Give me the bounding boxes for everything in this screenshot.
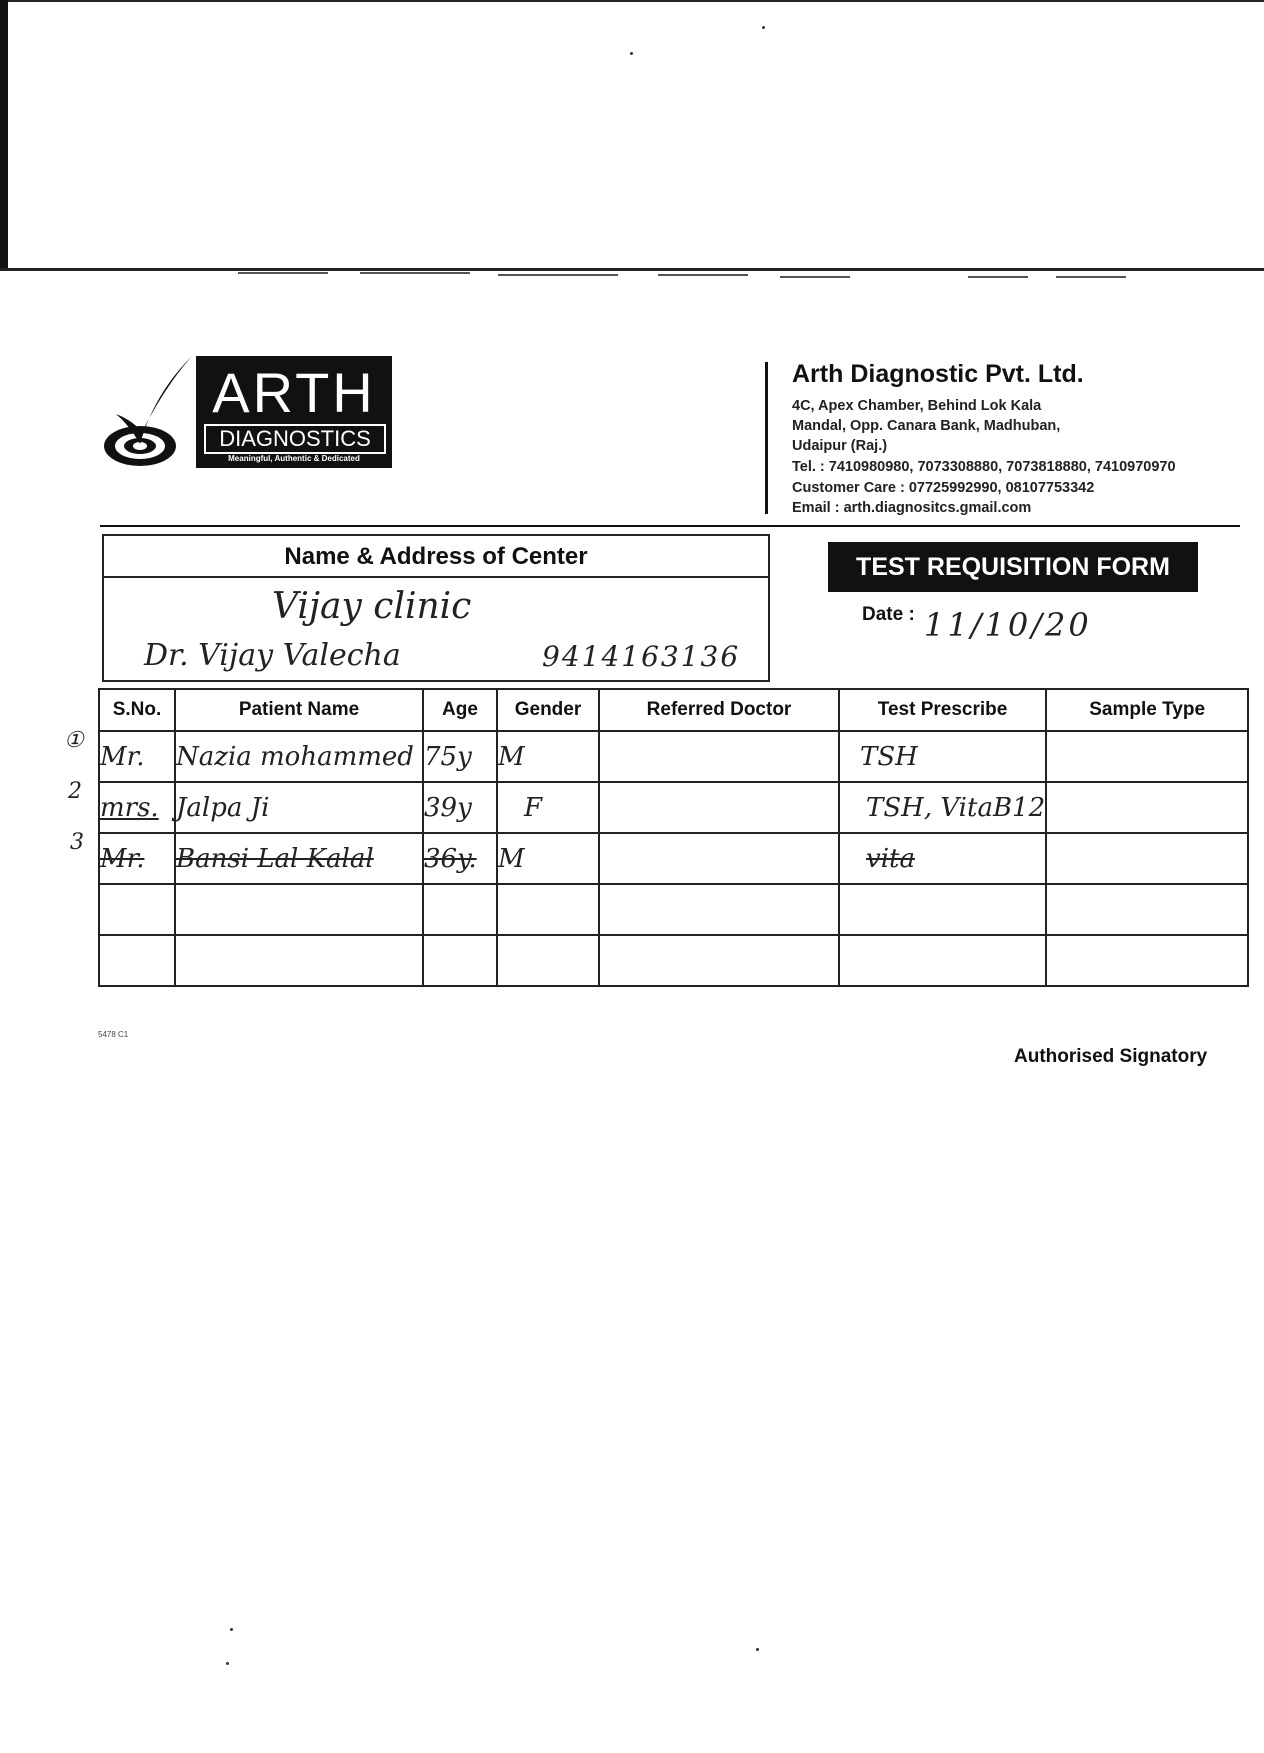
cell-test-prescribe (839, 884, 1046, 935)
cell-age (423, 884, 497, 935)
table-row (99, 884, 1248, 935)
center-name: Vijay clinic (272, 586, 472, 627)
cell-referred-doctor (599, 833, 839, 884)
center-doctor: Dr. Vijay Valecha (144, 638, 401, 673)
scan-speck (226, 1662, 229, 1665)
cell-patient-name: Jalpa Ji (175, 782, 423, 833)
cell-test-prescribe (839, 935, 1046, 986)
col-header-sample-type: Sample Type (1046, 689, 1248, 731)
logo-wordmark: ARTH (212, 361, 376, 424)
cell-sno (99, 935, 175, 986)
table-row (99, 833, 1248, 884)
checkmark-target-icon (102, 354, 198, 470)
center-box (102, 534, 770, 682)
logo-mark (102, 354, 198, 470)
logo-subtitle: DIAGNOSTICS (204, 424, 386, 454)
cell-gender: M (497, 731, 599, 782)
row-number: ① (64, 727, 84, 753)
cell-title: Mr. (100, 843, 145, 874)
company-customer-care: Customer Care : 07725992990, 08107753342 (792, 480, 1095, 496)
cell-sno (68, 778, 175, 833)
center-heading: Name & Address of Center (104, 536, 768, 578)
patient-table (64, 688, 1249, 987)
scan-speck (230, 1628, 233, 1631)
cell-age: 39y (423, 782, 497, 833)
cell-sno (99, 884, 175, 935)
authorised-signatory: Authorised Signatory (1014, 1046, 1208, 1067)
date-label: Date : (862, 604, 915, 625)
center-phone: 9414163136 (542, 640, 741, 673)
row-number: 2 (68, 778, 82, 804)
logo-wordmark-box (196, 356, 392, 468)
cell-patient-name (175, 884, 423, 935)
cell-referred-doctor (599, 884, 839, 935)
table-header-row (99, 689, 1248, 731)
scan-dash (360, 272, 470, 274)
header-rule (100, 525, 1240, 527)
scan-edge-left (0, 0, 8, 270)
cell-title: Mr. (100, 741, 145, 772)
scan-speck (630, 52, 633, 55)
scan-speck (756, 1648, 759, 1651)
scan-dash (780, 276, 850, 278)
row-number: 3 (70, 829, 84, 855)
cell-age: 75y (423, 731, 497, 782)
table-row (99, 935, 1248, 986)
company-tel: Tel. : 7410980980, 7073308880, 7073818880, 7410970970 (792, 459, 1176, 475)
scan-edge-line (0, 268, 1264, 271)
col-header-referred-doctor: Referred Doctor (599, 689, 839, 731)
company-address-line-2: Mandal, Opp. Canara Bank, Madhuban, (792, 418, 1061, 434)
form-title: TEST REQUISITION FORM (828, 542, 1198, 592)
cell-sample-type (1046, 935, 1248, 986)
logo-tagline: Meaningful, Authentic & Dedicated (228, 454, 360, 463)
col-header-sno: S.No. (99, 689, 175, 731)
form-code: 5478 C1 (98, 1030, 129, 1039)
cell-gender (497, 884, 599, 935)
cell-gender (497, 935, 599, 986)
scan-dash (238, 272, 328, 274)
table-row (99, 731, 1248, 782)
col-header-test-prescribe: Test Prescribe (839, 689, 1046, 731)
company-address-line-3: Udaipur (Raj.) (792, 438, 888, 454)
col-header-gender: Gender (497, 689, 599, 731)
company-email: Email : arth.diagnositcs.gmail.com (792, 500, 1032, 516)
cell-sno (70, 829, 175, 884)
cell-sno (64, 727, 175, 782)
cell-referred-doctor (599, 782, 839, 833)
table-row (99, 782, 1248, 833)
col-header-patient-name: Patient Name (175, 689, 423, 731)
cell-patient-name: Nazia mohammed (175, 731, 423, 782)
col-header-age: Age (423, 689, 497, 731)
scan-dash (968, 276, 1028, 278)
cell-patient-name: Bansi Lal Kalal (175, 833, 423, 884)
cell-gender: F (497, 782, 599, 833)
cell-referred-doctor (599, 935, 839, 986)
cell-sample-type (1046, 731, 1248, 782)
cell-sample-type (1046, 884, 1248, 935)
cell-age (423, 935, 497, 986)
cell-test-prescribe: TSH, VitaB12 (839, 782, 1046, 833)
header-divider (765, 362, 768, 514)
cell-patient-name (175, 935, 423, 986)
cell-age: 36y. (423, 833, 497, 884)
cell-test-prescribe: TSH (839, 731, 1046, 782)
scan-dash (1056, 276, 1126, 278)
cell-gender: M (497, 833, 599, 884)
scan-edge-top (0, 0, 1264, 2)
company-name: Arth Diagnostic Pvt. Ltd. (792, 360, 1084, 388)
cell-sample-type (1046, 833, 1248, 884)
cell-title: mrs. (100, 792, 159, 823)
company-address-line-1: 4C, Apex Chamber, Behind Lok Kala (792, 398, 1042, 414)
scan-dash (658, 274, 748, 276)
scan-dash (498, 274, 618, 276)
cell-test-prescribe: vita (839, 833, 1046, 884)
scan-speck (762, 26, 765, 29)
date-value: 11/10/20 (924, 606, 1092, 644)
cell-sample-type (1046, 782, 1248, 833)
cell-referred-doctor (599, 731, 839, 782)
